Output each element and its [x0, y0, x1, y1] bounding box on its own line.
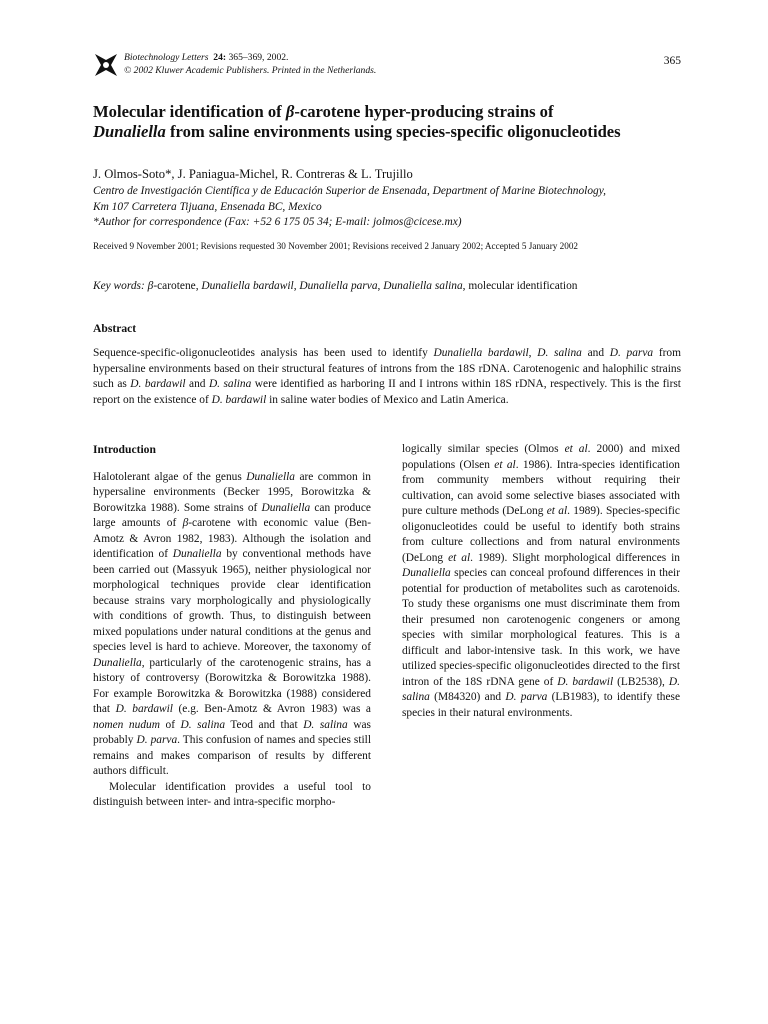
journal-pages: 365–369, 2002. [228, 52, 289, 63]
introduction-paragraph-2-continued: logically similar species (Olmos et al. 2000) and mixed populations (Olsen et al. 1986). Intra-species identification from community members without requiring their cultivation, can avoid some selective biases associated with pure culture methods (DeLong et al. 1989). Species-specific oligonucleotides could be useful to identify both strains from culture collections and from natural environments (DeLong et al. 1989). Slight morphological differences in Dunaliella species can conceal profound differences in their potential for production of metabolites such as carotenoids. To study these organisms one must discriminate them from their presumed non carotenogenic congeners or among species with similar morphological features. This is a difficult and labor-intensive task. In this work, we have utilized species-specific oligonucleotides directed to the first intron of the 18S rDNA gene of D. bardawil (LB2538), D. salina (M84320) and D. parva (LB1983), to identify these species in their natural environments. [402, 443, 681, 719]
copyright-line: © 2002 Kluwer Academic Publishers. Printed in the Netherlands. [124, 64, 377, 76]
keywords: Key words: β-carotene, Dunaliella bardawil, Dunaliella parva, Dunaliella salina, molecular identification [93, 280, 578, 292]
body-column-left [93, 442, 371, 811]
journal-volume: 24: [213, 52, 227, 63]
journal-citation [124, 52, 376, 77]
article-title: Molecular identification of β-carotene hyper-producing strains of Dunaliella from saline environments using species-specific oligonucleotides [93, 102, 621, 141]
page-number: 365 [663, 55, 681, 67]
introduction-paragraph-2: Molecular identification provides a useful tool to distinguish between inter- and intra-specific morpho- [93, 780, 371, 808]
body-column-right [402, 442, 680, 721]
abstract-heading: Abstract [93, 322, 137, 335]
affiliation [93, 184, 693, 231]
correspondence-note: *Author for correspondence (Fax: +52 6 175 05 34; E-mail: jolmos@cicese.mx) [93, 216, 462, 228]
publisher-logo-icon [93, 52, 119, 78]
author-list: J. Olmos-Soto*, J. Paniagua-Michel, R. Contreras & L. Trujillo [93, 167, 413, 181]
introduction-heading: Introduction [93, 443, 156, 456]
abstract-text: Sequence-specific-oligonucleotides analysis has been used to identify Dunaliella bardawil, D. salina and D. parva from hypersaline environments based on their structural features of introns from the 18S rDNA. Carotenogenic and halophilic strains such as D. bardawil and D. salina were identified as harboring II and I introns within 18S rDNA, respectively. This is the first report on the existence of D. bardawil in saline water bodies of Mexico and Latin America. [93, 347, 681, 406]
received-dates: Received 9 November 2001; Revisions requested 30 November 2001; Revisions received 2 January 2002; Accepted 5 January 2002 [93, 241, 579, 251]
affiliation-address: Km 107 Carretera Tijuana, Ensenada BC, Mexico [93, 200, 322, 213]
affiliation-line: Centro de Investigación Científica y de Educación Superior de Ensenada, Department of Marine Biotechnology, [93, 185, 606, 197]
journal-name: Biotechnology Letters [124, 52, 209, 63]
introduction-paragraph-1: Halotolerant algae of the genus Dunaliella are common in hypersaline environments (Becker 1995, Borowitzka & Borowitzka 1988). Some strains of Dunaliella can produce large amounts of β-carotene with economic value (Ben-Amotz & Avron 1982, 1983). Although the isolation and identification of Dunaliella by conventional methods have been carried out (Massyuk 1965), neither physiological nor morphological techniques provide clear identification because strains vary morphologically and physiologically with conditions of growth. Thus, to distinguish between mixed populations under natural conditions at the genus and species level is hard to achieve. Moreover, the taxonomy of Dunaliella, particularly of the carotenogenic strains, has a history of controversy (Borowitzka & Borowitzka 1988). For example Borowitzka & Borowitzka (1988) considered that D. bardawil (e.g. Ben-Amotz & Avron 1983) was a nomen nudum of D. salina Teod and that D. salina was probably D. parva. This confusion of names and species still remains and makes comparison of results by different authors difficult. [93, 470, 371, 777]
